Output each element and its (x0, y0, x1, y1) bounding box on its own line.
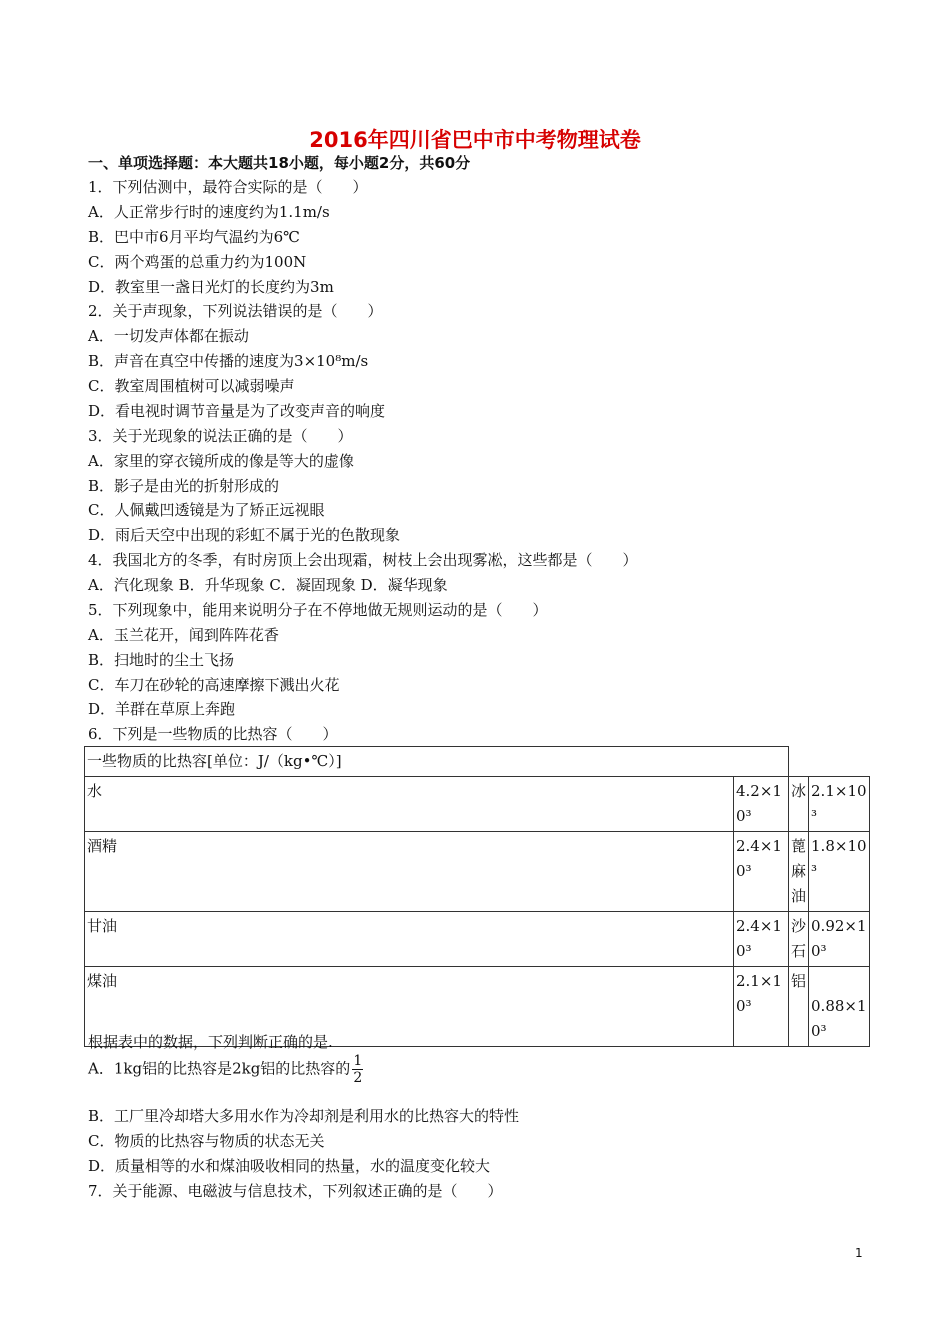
substance-name: 甘油 (85, 912, 734, 967)
substance-name: 煤油 (85, 967, 734, 1047)
question-line: A．一切发声体都在振动 (88, 327, 249, 345)
substance-value: 2.1×10³ (734, 967, 789, 1047)
table-row (85, 777, 870, 832)
question-line: A．人正常步行时的速度约为1.1m/s (88, 203, 330, 221)
question-line: 6．下列是一些物质的比热容（ ） (88, 725, 338, 743)
question-line: B．扫地时的尘土飞扬 (88, 651, 235, 669)
question-line: B．影子是由光的折射形成的 (88, 477, 280, 495)
question-line: B．巴中市6月平均气温约为6℃ (88, 228, 300, 246)
substance-value: 1.8×10³ (809, 832, 870, 912)
section-heading: 一、单项选择题：本大题共18小题，每小题2分，共60分 (88, 154, 471, 172)
substance-name: 酒精 (85, 832, 734, 912)
substance-value: 2.1×10³ (809, 777, 870, 832)
question-line: C．教室周围植树可以减弱噪声 (88, 377, 295, 395)
question-line: A．汽化现象 B．升华现象 C．凝固现象 D．凝华现象 (88, 576, 448, 594)
substance-name: 铝 (789, 967, 809, 1047)
question-prompt: 根据表中的数据，下列判断正确的是. (88, 1033, 333, 1051)
question-line: 1．下列估测中，最符合实际的是（ ） (88, 178, 368, 196)
option-a (88, 1053, 363, 1086)
table-row (85, 832, 870, 912)
question-line: 5．下列现象中，能用来说明分子在不停地做无规则运动的是（ ） (88, 601, 548, 619)
fraction (352, 1053, 363, 1086)
page-title: 2016年四川省巴中市中考物理试卷 (309, 128, 641, 152)
table-header-row (85, 747, 870, 777)
substance-value: 2.4×10³ (734, 832, 789, 912)
substance-value: 2.4×10³ (734, 912, 789, 967)
substance-value: 0.92×10³ (809, 912, 870, 967)
question-line: 3．关于光现象的说法正确的是（ ） (88, 427, 353, 445)
specific-heat-table (84, 746, 870, 1047)
question-line: C．两个鸡蛋的总重力约为100N (88, 253, 307, 271)
page-number: 1 (855, 1246, 863, 1260)
question-line: 7．关于能源、电磁波与信息技术，下列叙述正确的是（ ） (88, 1182, 503, 1200)
question-line: A．玉兰花开，闻到阵阵花香 (88, 626, 279, 644)
question-line: D．教室里一盏日光灯的长度约为3m (88, 278, 334, 296)
table-row (85, 912, 870, 967)
substance-value: 4.2×10³ (734, 777, 789, 832)
option-b: B．工厂里冷却塔大多用水作为冷却剂是利用水的比热容大的特性 (88, 1107, 520, 1125)
table-header: 一些物质的比热容[单位：J/（kg•℃）] (85, 747, 789, 777)
question-line: 2．关于声现象，下列说法错误的是（ ） (88, 302, 383, 320)
question-line: B．声音在真空中传播的速度为3×10⁸m/s (88, 352, 369, 370)
substance-name: 沙石 (789, 912, 809, 967)
question-line: C．车刀在砂轮的高速摩擦下溅出火花 (88, 676, 340, 694)
substance-name: 蓖麻油 (789, 832, 809, 912)
option-c: C．物质的比热容与物质的状态无关 (88, 1132, 325, 1150)
option-a-text: A．1kg铝的比热容是2kg铝的比热容的 (88, 1059, 351, 1078)
question-line: D．羊群在草原上奔跑 (88, 700, 236, 718)
question-line: D．看电视时调节音量是为了改变声音的响度 (88, 402, 386, 420)
fraction-denominator: 2 (353, 1070, 363, 1086)
option-d: D．质量相等的水和煤油吸收相同的热量，水的温度变化较大 (88, 1157, 491, 1175)
question-line: 4．我国北方的冬季，有时房顶上会出现霜，树枝上会出现雾凇，这些都是（ ） (88, 551, 638, 569)
substance-name: 冰 (789, 777, 809, 832)
question-line: A．家里的穿衣镜所成的像是等大的虚像 (88, 452, 354, 470)
question-line: D．雨后天空中出现的彩虹不属于光的色散现象 (88, 526, 401, 544)
substance-name: 水 (85, 777, 734, 832)
fraction-numerator: 1 (353, 1053, 363, 1069)
substance-value: 0.88×10³ (809, 967, 870, 1047)
question-line: C．人佩戴凹透镜是为了矫正远视眼 (88, 501, 325, 519)
